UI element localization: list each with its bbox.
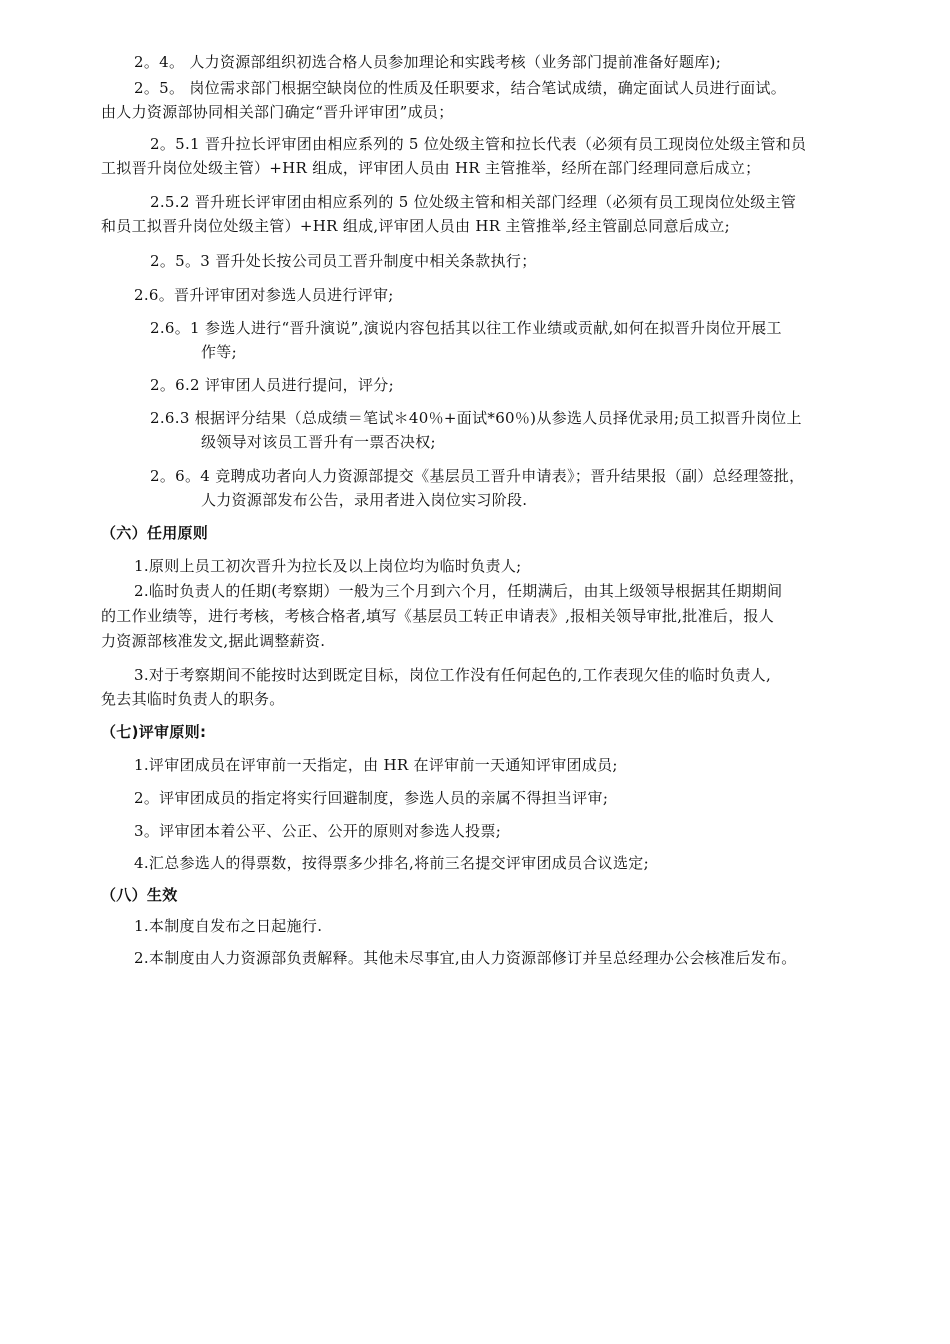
clause-2-4: 2。4。 人力资源部组织初选合格人员参加理论和实践考核（业务部门提前准备好题库);	[134, 53, 722, 71]
rule-6-2-line2: 的工作业绩等，进行考核，考核合格者,填写《基层员工转正申请表》,报相关领导审批,批准后，报人	[101, 607, 775, 625]
clause-2-5-1-line1: 2。5.1 晋升拉长评审团由相应系列的 5 位处级主管和拉长代表（必须有员工现岗位处级主管和员	[150, 135, 807, 153]
clause-2-5-line1: 2。5。 岗位需求部门根据空缺岗位的性质及任职要求，结合笔试成绩，确定面试人员进行面试。	[134, 79, 787, 97]
section-heading-7: （七)评审原则:	[101, 723, 207, 741]
rule-7-4: 4.汇总参选人的得票数，按得票多少排名,将前三名提交评审团成员合议选定;	[134, 854, 649, 872]
rule-6-3-line2: 免去其临时负责人的职务。	[101, 690, 285, 708]
clause-2-5-2-line1: 2.5.2 晋升班长评审团由相应系列的 5 位处级主管和相关部门经理（必须有员工现岗位处级主管	[150, 193, 797, 211]
section-heading-6: （六）任用原则	[101, 524, 209, 542]
rule-7-3: 3。评审团本着公平、公正、公开的原则对参选人投票;	[134, 822, 502, 840]
clause-2-6-3-line1: 2.6.3 根据评分结果（总成绩＝笔试＊40％+面试*60％)从参选人员择优录用;员工拟晋升岗位上	[150, 409, 802, 427]
rule-6-3-line1: 3.对于考察期间不能按时达到既定目标，岗位工作没有任何起色的,工作表现欠佳的临时负责人,	[134, 666, 772, 684]
rule-8-1: 1.本制度自发布之日起施行.	[134, 917, 323, 935]
clause-2-6-2: 2。6.2 评审团人员进行提问，评分;	[150, 376, 394, 394]
clause-2-6-1-line2: 作等;	[201, 343, 237, 361]
clause-2-6: 2.6。晋升评审团对参选人员进行评审;	[134, 286, 394, 304]
rule-7-1: 1.评审团成员在评审前一天指定，由 HR 在评审前一天通知评审团成员;	[134, 756, 618, 774]
section-heading-8: （八）生效	[101, 886, 178, 904]
clause-2-5-3: 2。5。3 晋升处长按公司员工晋升制度中相关条款执行；	[150, 252, 537, 270]
clause-2-5-1-line2: 工拟晋升岗位处级主管）+HR 组成，评审团人员由 HR 主管推举，经所在部门经理同意后成立；	[101, 159, 761, 177]
rule-7-2: 2。评审团成员的指定将实行回避制度，参选人员的亲属不得担当评审;	[134, 789, 609, 807]
rule-6-2-line1: 2.临时负责人的任期(考察期）一般为三个月到六个月，任期满后，由其上级领导根据其任期期间	[134, 582, 783, 600]
rule-8-2: 2.本制度由人力资源部负责解释。其他未尽事宜,由人力资源部修订并呈总经理办公会核准后发布。	[134, 949, 797, 967]
clause-2-6-3-line2: 级领导对该员工晋升有一票否决权;	[201, 433, 436, 451]
clause-2-5-2-line2: 和员工拟晋升岗位处级主管）+HR 组成,评审团人员由 HR 主管推举,经主管副总同意后成立;	[101, 217, 731, 235]
clause-2-5-line2: 由人力资源部协同相关部门确定“晋升评审团”成员；	[101, 103, 454, 121]
rule-6-2-line3: 力资源部核准发文,据此调整薪资.	[101, 632, 326, 650]
rule-6-1: 1.原则上员工初次晋升为拉长及以上岗位均为临时负责人;	[134, 557, 522, 575]
clause-2-6-1-line1: 2.6。1 参选人进行“晋升演说”,演说内容包括其以往工作业绩或贡献,如何在拟晋升岗位开展工	[150, 319, 782, 337]
clause-2-6-4-line2: 人力资源部发布公告，录用者进入岗位实习阶段.	[201, 491, 528, 509]
clause-2-6-4-line1: 2。6。4 竞聘成功者向人力资源部提交《基层员工晋升申请表》；晋升结果报（副）总经理签批，	[150, 467, 805, 485]
